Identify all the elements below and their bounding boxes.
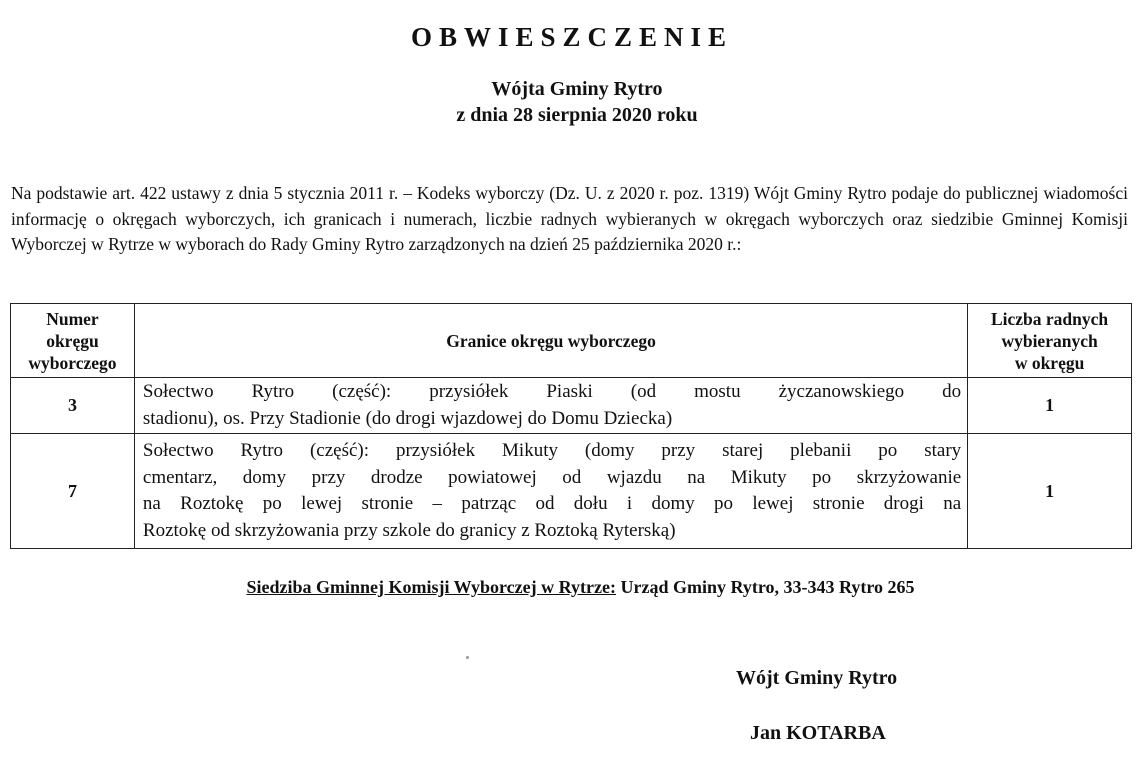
table-header-row xyxy=(11,304,1132,378)
header-councillors-line: wybieranych xyxy=(1001,330,1098,351)
scan-speck xyxy=(466,656,469,659)
district-councillors: 1 xyxy=(968,378,1132,434)
commission-seat-address: Urząd Gminy Rytro, 33-343 Rytro 265 xyxy=(620,577,915,597)
document-title: OBWIESZCZENIE xyxy=(410,22,734,52)
header-number-line: okręgu xyxy=(46,330,99,351)
intro-paragraph: Na podstawie art. 422 ustawy z dnia 5 stycznia 2011 r. – Kodeks wyborczy (Dz. U. z 2020 r. poz. 1319) Wójt Gminy Rytro podaje do publicznej wiadomości informację o okręgach wyborczych, ich granicach i numerach, liczbie radnych wybieranych w okręgach wyborczych oraz siedzibie Gminnej Komisji Wyborczej w Rytrze w wyborach do Rady Gminy Rytro zarządzonych na dzień 25 października 2020 r.: xyxy=(11,183,1128,254)
commission-seat-label: Siedziba Gminnej Komisji Wyborczej w Rytrze: xyxy=(246,577,616,597)
district-borders-line: cmentarz, domy przy drodze powiatowej od wjazdu na Mikuty po skrzyżowanie xyxy=(142,466,962,488)
table-row xyxy=(11,434,1132,549)
districts-table xyxy=(10,303,1132,549)
signature-position: Wójt Gminy Rytro xyxy=(736,667,898,689)
header-councillors xyxy=(968,304,1132,378)
district-borders-line: Sołectwo Rytro (część): przysiółek Piaski (od mostu życzanowskiego do xyxy=(142,381,962,402)
signature-name: Jan KOTARBA xyxy=(750,722,886,744)
district-borders-line: Roztokę od skrzyżowania przy szkole do granicy z Roztoką Ryterską) xyxy=(142,519,676,541)
district-borders xyxy=(134,378,967,434)
table-row xyxy=(11,378,1132,434)
document-date: z dnia 28 sierpnia 2020 roku xyxy=(456,104,698,126)
district-borders-line: na Roztokę po lewej stronie – patrząc od dołu i domy po lewej stronie drogi na xyxy=(142,493,962,514)
commission-seat xyxy=(0,577,1144,598)
district-borders-line: stadionu), os. Przy Stadionie (do drogi wjazdowej do Domu Dziecka) xyxy=(142,407,673,429)
header-borders: Granice okręgu wyborczego xyxy=(134,304,967,378)
header-number-line: Numer xyxy=(46,308,99,329)
district-borders-line: Sołectwo Rytro (część): przysiółek Mikuty (domy przy starej plebanii po stary xyxy=(142,440,962,461)
district-borders xyxy=(134,434,967,549)
header-councillors-line: Liczba radnych xyxy=(990,308,1109,329)
district-number: 7 xyxy=(11,434,135,549)
header-number xyxy=(11,304,135,378)
document-issuer: Wójta Gminy Rytro xyxy=(491,78,663,100)
district-number: 3 xyxy=(11,378,135,434)
header-number-line: wyborczego xyxy=(28,352,117,373)
district-councillors: 1 xyxy=(968,434,1132,549)
header-councillors-line: w okręgu xyxy=(1014,352,1085,373)
